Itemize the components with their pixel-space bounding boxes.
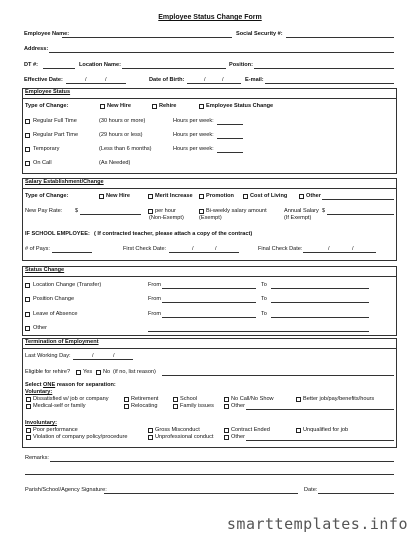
dollar-sign: $ <box>75 208 79 214</box>
from-field[interactable] <box>162 302 256 303</box>
location-change-checkbox[interactable] <box>25 283 30 288</box>
rehire-no-note: (if no, list reason) <box>113 369 156 375</box>
to-label: To <box>261 296 267 302</box>
employee-status-header <box>23 89 396 99</box>
non-exempt-label: (Non-Exempt) <box>149 215 184 221</box>
school-checkbox[interactable] <box>173 397 178 402</box>
annual-dollar-sign: $ <box>322 208 326 214</box>
position-label: Position: <box>229 62 253 68</box>
voluntary-other-label: Other <box>231 403 245 409</box>
position-change-checkbox[interactable] <box>25 297 30 302</box>
regular-part-time-hours: (29 hours or less) <box>99 132 143 138</box>
medical-checkbox[interactable] <box>26 404 31 409</box>
voluntary-label: Voluntary: <box>25 389 53 395</box>
temporary-checkbox[interactable] <box>25 147 30 152</box>
to-label: To <box>261 282 267 288</box>
date-of-birth-field[interactable] <box>187 83 241 84</box>
violation-label: Violation of company policy/procedure <box>33 434 128 440</box>
hours-per-week-field[interactable] <box>217 152 243 153</box>
temporary-label: Temporary <box>33 146 60 152</box>
leave-of-absence-checkbox[interactable] <box>25 312 30 317</box>
status-change-label: Employee Status Change <box>206 103 274 109</box>
regular-full-time-hours: (30 hours or more) <box>99 118 146 124</box>
no-call-label: No Call/No Show <box>231 396 274 402</box>
date-field[interactable] <box>318 493 394 494</box>
employee-status-section <box>22 88 397 174</box>
eligible-rehire-label: Eligible for rehire? <box>25 369 71 375</box>
new-hire-label: New Hire <box>107 103 131 109</box>
dt-field[interactable] <box>43 68 75 69</box>
regular-part-time-label: Regular Part Time <box>33 132 79 138</box>
hours-per-week-label: Hours per week: <box>173 146 214 152</box>
final-check-label: Final Check Date: <box>258 246 303 252</box>
temporary-hours: (Less than 6 months) <box>99 146 152 152</box>
promotion-checkbox[interactable] <box>199 194 204 199</box>
date-slash: / <box>192 246 194 252</box>
address-label: Address: <box>24 46 49 52</box>
last-working-day-field[interactable] <box>73 359 133 360</box>
violation-checkbox[interactable] <box>26 435 31 440</box>
signature-field[interactable] <box>104 493 298 494</box>
employee-status-title: Employee Status <box>25 89 71 95</box>
from-label: From <box>148 296 162 302</box>
employee-name-field[interactable] <box>62 37 232 38</box>
regular-full-time-checkbox[interactable] <box>25 119 30 124</box>
status-change-section <box>22 266 397 336</box>
on-call-hours: (As Needed) <box>99 160 131 166</box>
relocating-label: Relocating <box>131 403 158 409</box>
effective-date-field[interactable] <box>66 83 126 84</box>
termination-title: Termination of Employment <box>25 339 99 345</box>
location-name-field[interactable] <box>122 68 226 69</box>
gross-misconduct-label: Gross Misconduct <box>155 427 200 433</box>
date-slash: / <box>328 246 330 252</box>
salary-other-field[interactable] <box>322 199 394 200</box>
ssn-field[interactable] <box>286 37 394 38</box>
annual-salary-field[interactable] <box>327 214 394 215</box>
medical-label: Medical-self or family <box>33 403 86 409</box>
rehire-checkbox[interactable] <box>152 104 157 109</box>
first-check-field[interactable] <box>169 252 239 253</box>
regular-part-time-checkbox[interactable] <box>25 133 30 138</box>
per-hour-checkbox[interactable] <box>148 209 153 214</box>
rehire-yes-label: Yes <box>83 369 93 375</box>
date-slash: / <box>85 77 87 83</box>
dissatisfied-checkbox[interactable] <box>26 397 31 402</box>
rehire-no-checkbox[interactable] <box>96 370 101 375</box>
num-pays-field[interactable] <box>52 252 92 253</box>
from-field[interactable] <box>162 317 256 318</box>
date-slash: / <box>113 353 115 359</box>
biweekly-checkbox[interactable] <box>199 209 204 214</box>
salary-new-hire-label: New Hire <box>106 193 130 199</box>
date-slash: / <box>215 246 217 252</box>
per-hour-label: per hour <box>155 208 176 214</box>
rehire-label: Rehire <box>159 103 177 109</box>
dt-label: DT #: <box>24 62 38 68</box>
poor-performance-label: Poor performance <box>33 427 78 433</box>
unqualified-checkbox[interactable] <box>296 428 301 433</box>
from-label: From <box>148 311 162 317</box>
regular-full-time-label: Regular Full Time <box>33 118 77 124</box>
better-job-checkbox[interactable] <box>296 397 301 402</box>
watermark-text: smarttemplates.info <box>226 515 408 533</box>
location-name-label: Location Name: <box>79 62 121 68</box>
from-label: From <box>148 282 162 288</box>
cost-of-living-label: Cost of Living <box>250 193 288 199</box>
contract-ended-checkbox[interactable] <box>224 428 229 433</box>
date-slash: / <box>204 77 206 83</box>
remarks-field-1[interactable] <box>50 461 394 462</box>
to-field[interactable] <box>271 302 369 303</box>
type-of-change-label: Type of Change: <box>25 103 69 109</box>
merit-increase-checkbox[interactable] <box>148 194 153 199</box>
date-slash: / <box>92 353 94 359</box>
new-pay-rate-label: New Pay Rate: <box>25 208 63 214</box>
new-pay-rate-field[interactable] <box>80 214 141 215</box>
email-field[interactable] <box>265 83 394 84</box>
salary-type-label: Type of Change: <box>25 193 69 199</box>
date-label: Date: <box>304 487 318 493</box>
to-label: To <box>261 311 267 317</box>
on-call-label: On Call <box>33 160 52 166</box>
better-job-label: Better job/pay/benefits/hours <box>303 396 375 402</box>
last-working-day-label: Last Working Day: <box>25 353 71 359</box>
ssn-label: Social Security #: <box>236 31 283 37</box>
annual-exempt-label: (If Exempt) <box>284 215 312 221</box>
involuntary-label: Involuntary: <box>25 420 58 426</box>
new-hire-checkbox[interactable] <box>100 104 105 109</box>
promotion-label: Promotion <box>206 193 234 199</box>
leave-of-absence-label: Leave of Absence <box>33 311 78 317</box>
hours-per-week-label: Hours per week: <box>173 118 214 124</box>
dissatisfied-label: Dissatisfied w/ job or company <box>33 396 109 402</box>
unprofessional-label: Unprofessional conduct <box>155 434 214 440</box>
school-label: School <box>180 396 198 402</box>
location-change-label: Location Change (Transfer) <box>33 282 102 288</box>
email-label: E-mail: <box>245 77 264 83</box>
salary-other-label: Other <box>306 193 321 199</box>
remarks-field-2[interactable] <box>25 474 394 475</box>
date-slash: / <box>352 246 354 252</box>
num-pays-label: # of Pays: <box>25 246 50 252</box>
date-slash: / <box>222 77 224 83</box>
involuntary-other-checkbox[interactable] <box>224 435 229 440</box>
date-of-birth-label: Date of Birth: <box>149 77 185 83</box>
form-title: Employee Status Change Form <box>158 14 262 21</box>
status-change-title: Status Change <box>25 267 65 273</box>
rehire-reason-field[interactable] <box>162 375 394 376</box>
first-check-label: First Check Date: <box>123 246 167 252</box>
salary-new-hire-checkbox[interactable] <box>99 194 104 199</box>
from-field[interactable] <box>162 288 256 289</box>
gross-misconduct-checkbox[interactable] <box>148 428 153 433</box>
contract-ended-label: Contract Ended <box>231 427 270 433</box>
status-other-checkbox[interactable] <box>25 326 30 331</box>
date-slash: / <box>105 77 107 83</box>
unprofessional-checkbox[interactable] <box>148 435 153 440</box>
involuntary-other-field[interactable] <box>246 440 394 441</box>
hours-per-week-field[interactable] <box>217 124 243 125</box>
biweekly-label: Bi-weekly salary amount <box>206 208 267 214</box>
voluntary-other-field[interactable] <box>246 409 394 410</box>
status-change-checkbox[interactable] <box>199 104 204 109</box>
involuntary-other-label: Other <box>231 434 245 440</box>
employee-name-label: Employee Name: <box>24 31 70 37</box>
unqualified-label: Unqualified for job <box>303 427 349 433</box>
hours-per-week-field[interactable] <box>217 138 243 139</box>
signature-label: Parish/School/Agency Signature: <box>25 487 107 493</box>
retirement-label: Retirement <box>131 396 159 402</box>
annual-salary-label: Annual Salary <box>284 208 319 214</box>
status-other-label: Other <box>33 325 47 331</box>
exempt-label: (Exempt) <box>199 215 222 221</box>
poor-performance-checkbox[interactable] <box>26 428 31 433</box>
rehire-no-label: No <box>103 369 111 375</box>
effective-date-label: Effective Date: <box>24 77 63 83</box>
relocating-checkbox[interactable] <box>124 404 129 409</box>
cost-of-living-checkbox[interactable] <box>243 194 248 199</box>
position-field[interactable] <box>254 68 394 69</box>
merit-increase-label: Merit Increase <box>155 193 193 199</box>
salary-title: Salary Establishment/Change <box>25 179 104 185</box>
status-change-header <box>23 267 396 277</box>
rehire-yes-checkbox[interactable] <box>76 370 81 375</box>
school-employee-label: IF SCHOOL EMPLOYEE: <box>25 231 90 237</box>
to-field[interactable] <box>271 317 369 318</box>
remarks-label: Remarks: <box>25 455 49 461</box>
family-issues-label: Family issues <box>180 403 214 409</box>
voluntary-other-checkbox[interactable] <box>224 404 229 409</box>
position-change-label: Position Change <box>33 296 75 302</box>
select-one-label: Select ONE reason for separation: <box>25 382 116 388</box>
salary-other-checkbox[interactable] <box>299 194 304 199</box>
address-field[interactable] <box>49 52 394 53</box>
on-call-checkbox[interactable] <box>25 161 30 166</box>
retirement-checkbox[interactable] <box>124 397 129 402</box>
status-other-field[interactable] <box>148 331 369 332</box>
school-employee-note: ( If contracted teacher, please attach a copy of the contract) <box>94 231 253 237</box>
final-check-field[interactable] <box>303 252 376 253</box>
no-call-checkbox[interactable] <box>224 397 229 402</box>
hours-per-week-label: Hours per week: <box>173 132 214 138</box>
family-issues-checkbox[interactable] <box>173 404 178 409</box>
to-field[interactable] <box>271 288 369 289</box>
